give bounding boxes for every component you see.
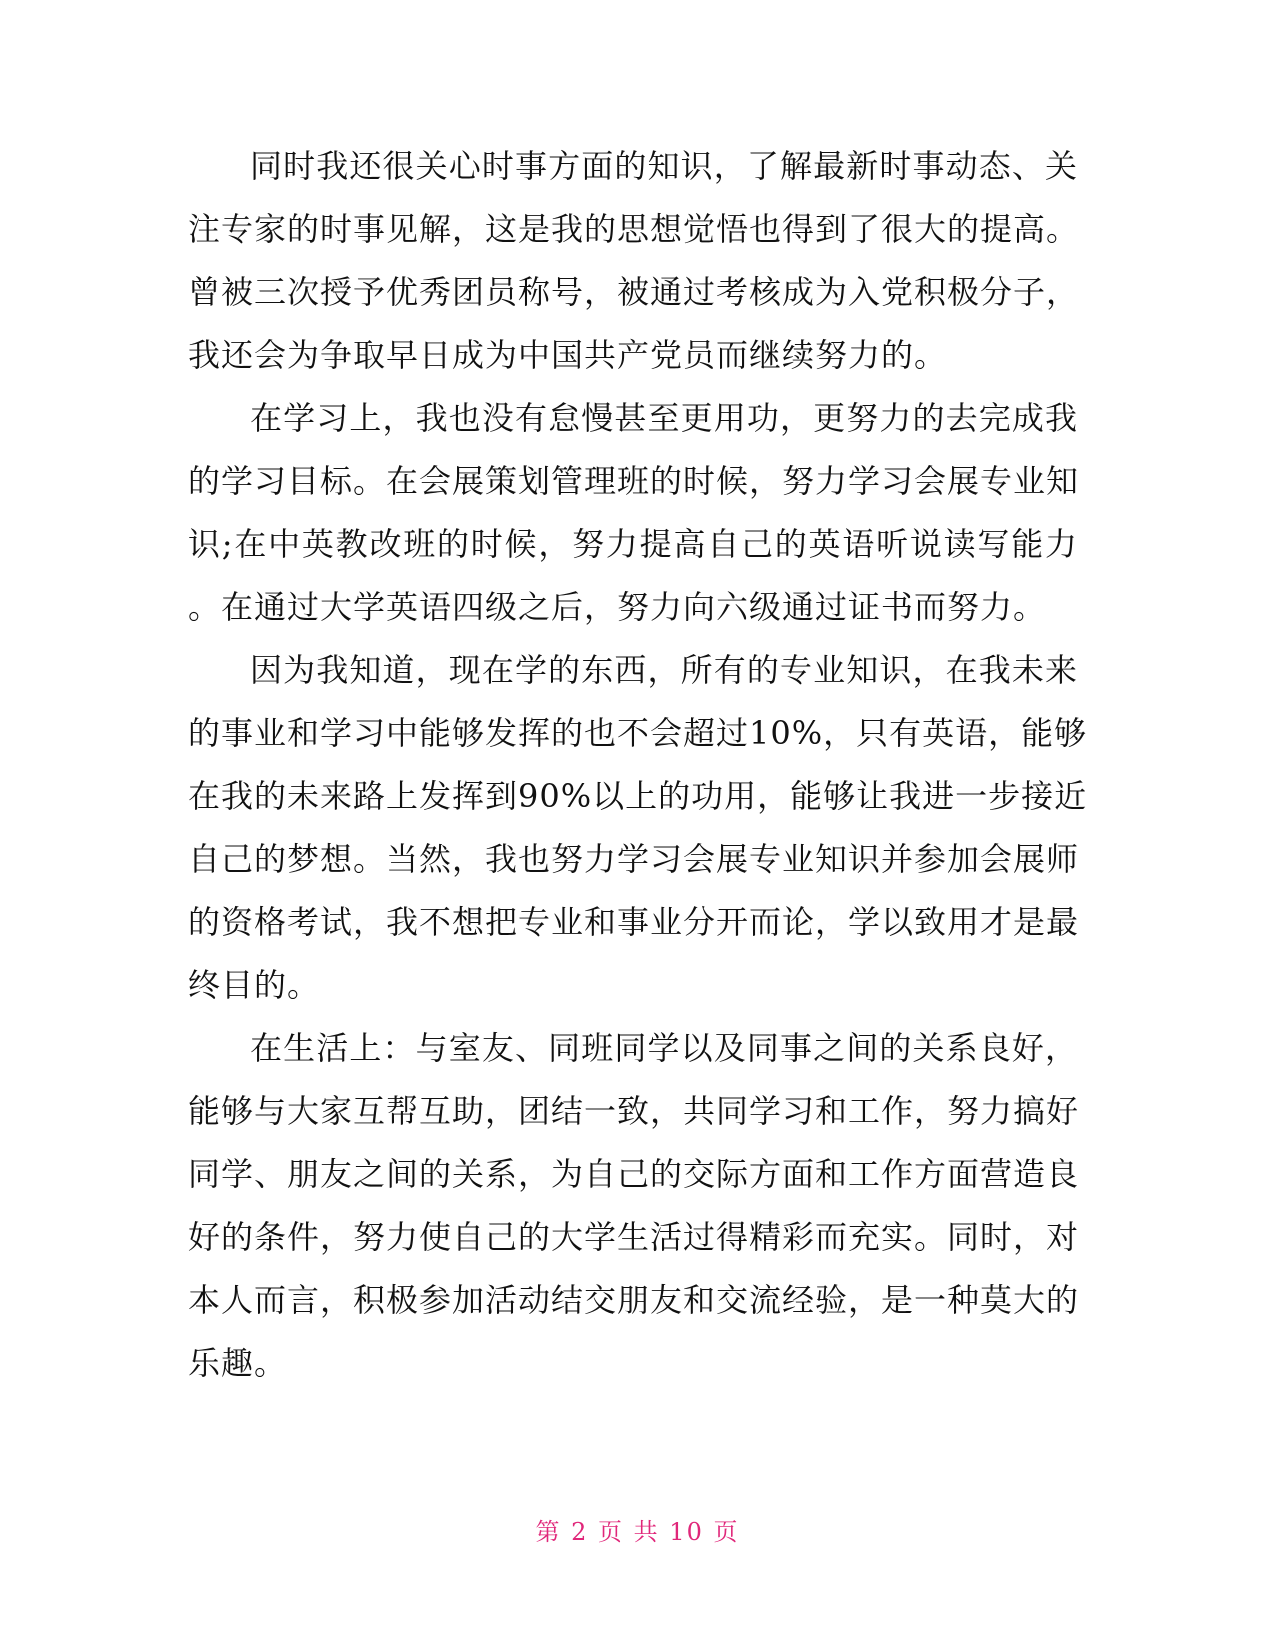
text-line: 本人而言，积极参加活动结交朋友和交流经验，是一种莫大的 (188, 1281, 1080, 1319)
text-line: 的事业和学习中能够发挥的也不会超过10%，只有英语，能够 (188, 714, 1088, 752)
text-line: 自己的梦想。当然，我也努力学习会展专业知识并参加会展师 (188, 840, 1080, 878)
paragraph-2 (188, 387, 1078, 639)
text-line: 在学习上，我也没有怠慢甚至更用功，更努力的去完成我 (250, 399, 1078, 437)
text-line: 。在通过大学英语四级之后，努力向六级通过证书而努力。 (188, 588, 1047, 626)
paragraph-4 (188, 1017, 1078, 1395)
text-line: 我还会为争取早日成为中国共产党员而继续努力的。 (188, 336, 948, 374)
text-line: 的学习目标。在会展策划管理班的时候，努力学习会展专业知 (188, 462, 1080, 500)
text-line: 终目的。 (188, 966, 321, 1004)
paragraph-3 (188, 639, 1088, 1017)
text-line: 乐趣。 (188, 1344, 288, 1382)
text-line: 同学、朋友之间的关系，为自己的交际方面和工作方面营造良 (188, 1155, 1080, 1193)
document-body (188, 135, 1088, 1395)
text-line: 注专家的时事见解，这是我的思想觉悟也得到了很大的提高。 (188, 210, 1080, 248)
text-line: 好的条件，努力使自己的大学生活过得精彩而充实。同时，对 (188, 1218, 1080, 1256)
text-line: 识;在中英教改班的时候，努力提高自己的英语听说读写能力 (188, 525, 1078, 563)
text-line: 在我的未来路上发挥到90%以上的功用，能够让我进一步接近 (188, 777, 1088, 815)
page-number-footer: 第 2 页 共 10 页 (535, 1518, 740, 1546)
paragraph-1 (188, 135, 1078, 387)
text-line: 在生活上：与室友、同班同学以及同事之间的关系良好， (250, 1029, 1078, 1067)
text-line: 能够与大家互帮互助，团结一致，共同学习和工作，努力搞好 (188, 1092, 1080, 1130)
text-line: 曾被三次授予优秀团员称号，被通过考核成为入党积极分子， (188, 273, 1080, 311)
text-line: 的资格考试，我不想把专业和事业分开而论，学以致用才是最 (188, 903, 1080, 941)
text-line: 因为我知道，现在学的东西，所有的专业知识，在我未来 (250, 651, 1078, 689)
text-line: 同时我还很关心时事方面的知识，了解最新时事动态、关 (250, 147, 1078, 185)
